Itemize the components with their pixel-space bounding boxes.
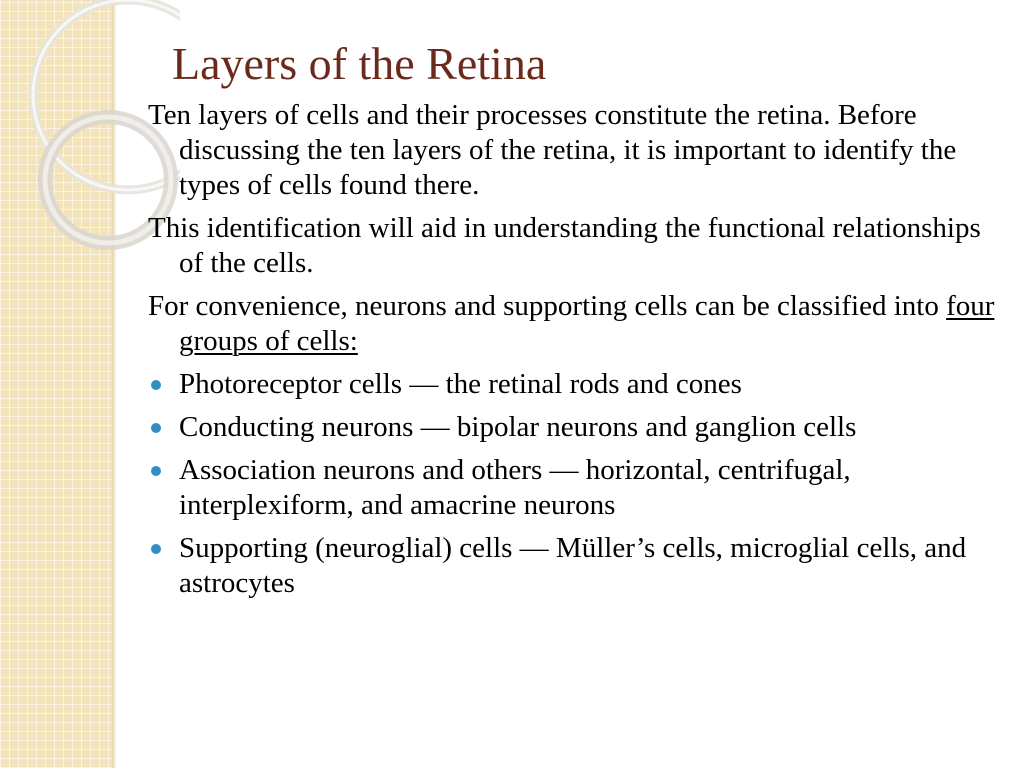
slide-title: Layers of the Retina [172,38,547,89]
underlined-phrase: four groups of cells: [179,290,995,357]
paragraph-3-text: For convenience, neurons and supporting cells can be classified into [148,290,947,322]
bullet-dot-icon [151,423,161,433]
body-paragraph-2: This identification will aid in understanding the functional relationships of the cells. [148,212,981,279]
bullet-dot-icon [151,380,161,390]
body-paragraph-3 [148,289,998,359]
list-item-text: Supporting (neuroglial) cells — Müller’s cells, microglial cells, and astrocytes [179,532,967,599]
bullet-dot-icon [151,544,161,554]
list-item [148,410,998,445]
bullet-dot-icon [151,466,161,476]
list-item-text: Association neurons and others — horizontal, centrifugal, interplexiform, and amacrine neurons [179,454,851,521]
list-item [148,453,998,523]
list-item-text: Photoreceptor cells — the retinal rods and cones [179,368,742,400]
list-item [148,367,998,402]
body-paragraph-1: Ten layers of cells and their processes constitute the retina. Before discussing the ten layers of the retina, it is important to identify the types of cells found there. [148,99,957,201]
list-item [148,531,998,601]
list-item-text: Conducting neurons — bipolar neurons and ganglion cells [179,411,857,443]
cell-groups-list [148,367,998,601]
slide-body [148,98,998,609]
